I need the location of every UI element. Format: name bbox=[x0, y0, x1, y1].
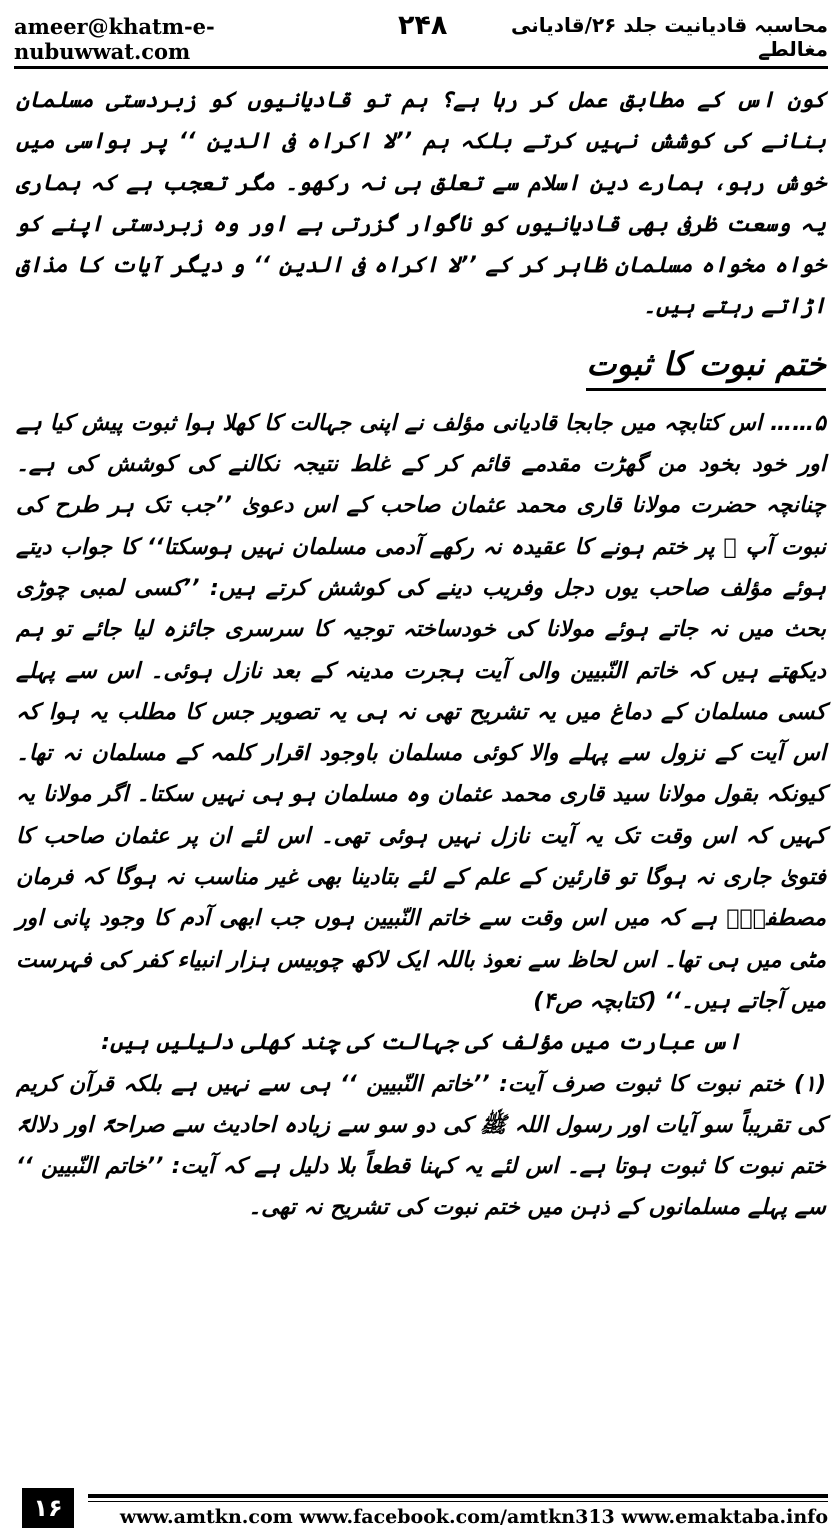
page-header bbox=[14, 8, 828, 69]
footer-page-number: ۱۶ bbox=[22, 1488, 74, 1528]
paragraph-points-intro: اس عبارت میں مؤلف کی جہالت کی چند کھلی دلیلیں ہیں: bbox=[101, 1030, 741, 1056]
page-footer bbox=[22, 1478, 828, 1528]
section-heading-wrap bbox=[16, 342, 826, 391]
footer-rule-thick bbox=[88, 1494, 828, 1498]
footer-rule-thin bbox=[88, 1501, 828, 1502]
header-page-number: ۲۴۸ bbox=[397, 10, 448, 41]
footer-links: www.amtkn.com www.facebook.com/amtkn313 www.emaktaba.info bbox=[119, 1506, 828, 1528]
section-heading: ختم نبوت کا ثبوت bbox=[586, 342, 826, 391]
page-content bbox=[16, 80, 826, 1229]
footer-bar bbox=[88, 1494, 828, 1528]
paragraph-point-1: (۱) ختم نبوت کا ثبوت صرف آیت: ’’خاتم النّبیین ‘‘ ہی سے نہیں ہے بلکہ قرآن کریم کی تقریباً سو آیات اور رسول اللہ ﷺ کی دو سو سے زیادہ احادیث سے صراحۃً اور دلالۃً ختم نبوت کا ثبوت ہوتا ہے۔ اس لئے یہ کہنا قطعاً بلا دلیل ہے کہ آیت: ’’خاتم النّبیین ‘‘ سے پہلے مسلمانوں کے ذہن میں ختم نبوت کی تشریح نہ تھی۔ bbox=[16, 1071, 826, 1221]
header-book-title: محاسبہ قادیانیت جلد ۲۶/قادیانی مغالطے bbox=[511, 13, 828, 61]
header-email: ameer@khatm-e-nubuwwat.com bbox=[14, 14, 215, 64]
paragraph-intro: کون اس کے مطابق عمل کر رہا ہے؟ ہم تو قادیانیوں کو زبردستی مسلمان بنانے کی کوشش نہیں کرتے بلکہ ہم ’’لا اکراہ فی الدین ‘‘ پر ہواسی میں خوش رہو، ہمارے دین اسلام سے تعلق ہی نہ رکھو۔ مگر تعجب ہے کہ ہماری یہ وسعت ظرفی بھی قادیانیوں کو ناگوار گزرتی ہے اور وہ زبردستی اپنے کو خواہ مخواہ مسلمان ظاہر کر کے ’’لا اکراہ فی الدین ‘‘ و دیگر آیات کا مذاق اڑاتے رہتے ہیں۔ bbox=[16, 88, 826, 320]
paragraph-main: ۵…… اس کتابچہ میں جابجا قادیانی مؤلف نے اپنی جہالت کا کھلا ہوا ثبوت پیش کیا ہے اور خود بخود من گھڑت مقدمے قائم کر کے غلط نتیجہ نکالنے کی کوشش کی ہے۔ چنانچہ حضرت مولانا قاری محمد عثمان صاحب کے اس دعویٰ ’’جب تک ہر طرح کی نبوت آپ ﷺ پر ختم ہونے کا عقیدہ نہ رکھے آدمی مسلمان نہیں ہوسکتا‘‘ کا جواب دیتے ہوئے مؤلف صاحب یوں دجل وفریب دینے کی کوشش کرتے ہیں: ’’کسی لمبی چوڑی بحث میں نہ جاتے ہوئے مولانا کی خودساختہ توجیہ کا سرسری جائزہ لیا جائے تو ہم دیکھتے ہیں کہ خاتم النّبیین والی آیت ہجرت مدینہ کے بعد نازل ہوئی۔ اس سے پہلے کسی مسلمان کے دماغ میں یہ تشریح تھی نہ ہی یہ تصویر جس کا مطلب یہ ہوا کہ اس آیت کے نزول سے پہلے والا کوئی مسلمان باوجود اقرار کلمہ کے مسلمان نہ تھا۔ کیونکہ بقول مولانا سید قاری محمد عثمان وہ مسلمان ہو ہی نہیں سکتا۔ اگر مولانا یہ کہیں کہ اس وقت تک یہ آیت نازل نہیں ہوئی تھی۔ اس لئے ان پر عثمان صاحب کا فتویٰ جاری نہ ہوگا تو قارئین کے علم کے لئے بتادینا بھی غیر مناسب نہ ہوگا کہ فرمان مصطفیٰؐ ہے کہ میں اس وقت سے خاتم النّبیین ہوں جب ابھی آدم کا وجود پانی اور مٹی میں ہی تھا۔ اس لحاظ سے نعوذ باللہ ایک لاکھ چوبیس ہزار انبیاء کفر کی فہرست میں آجاتے ہیں۔‘‘ (کتابچہ ص۴) bbox=[16, 410, 826, 1014]
header-left bbox=[14, 10, 447, 64]
